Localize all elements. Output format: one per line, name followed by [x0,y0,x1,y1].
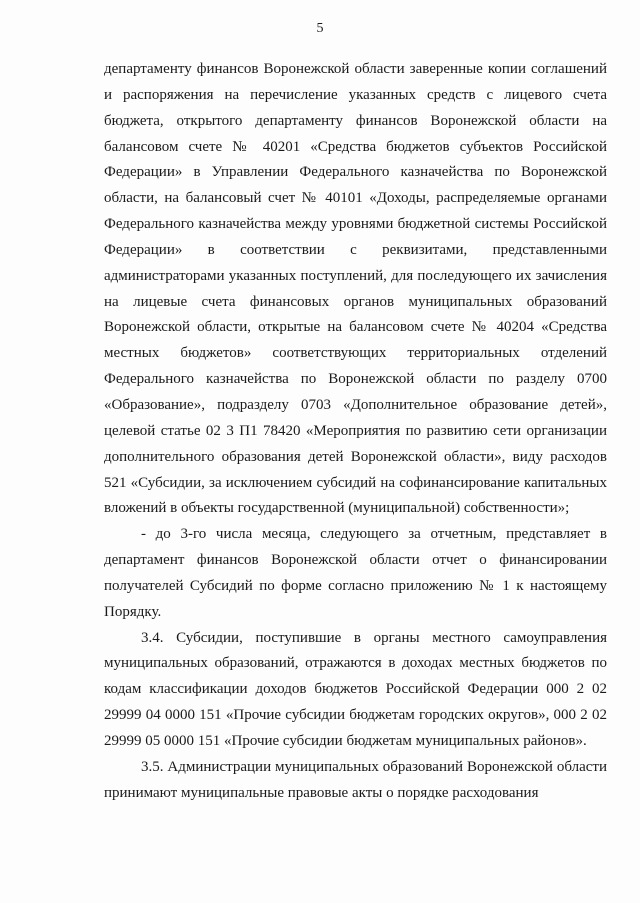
page-number: 5 [316,21,324,36]
paragraph-3-5: 3.5. Администрации муниципальных образований Воронежской области принимают муниципальные правовые акты о порядке расходования [104,758,607,801]
paragraph-transfer-procedure: департаменту финансов Воронежской области заверенные копии соглашений и распоряжения на перечисление указанных средств с лицевого счета бюджета, открытого департаменту финансов Воронежской области на балансовом счете № 40201 «Средства бюджетов субъектов Российской Федерации» в Управлении Федерального казначейства по Воронежской области, на балансовый счет № 40101 «Доходы, распределяемые органами Федерального казначейства между уровнями бюджетной системы Российской Федерации» в соответствии с реквизитами, представленными администраторами указанных поступлений, для последующего их зачисления на лицевые счета финансовых органов муниципальных образований Воронежской области, открытые на балансовом счете № 40204 «Средства местных бюджетов» соответствующих территориальных отделений Федерального казначейства по Воронежской области по разделу 0700 «Образование», подразделу 0703 «Дополнительное образование детей», целевой статье 02 3 П1 78420 «Мероприятия по развитию сети организации дополнительного образования детей Воронежской области», виду расходов 521 «Субсидии, за исключением субсидий на софинансирование капитальных вложений в объекты государственной (муниципальной) собственности»; [104,61,607,517]
paragraph-monthly-report: - до 3-го числа месяца, следующего за отчетным, представляет в департамент финансов Воронежской области отчет о финансировании получателей Субсидий по форме согласно приложению № 1 к настоящему Порядку. [104,526,607,620]
paragraph-3-4: 3.4. Субсидии, поступившие в органы местного самоуправления муниципальных образований, отражаются в доходах местных бюджетов по кодам классификации доходов бюджетов Российской Федерации 000 2 02 29999 04 0000 151 «Прочие субсидии бюджетам городских округов», 000 2 02 29999 05 0000 151 «Прочие субсидии бюджетам муниципальных районов». [104,629,607,749]
document-body [104,57,607,806]
